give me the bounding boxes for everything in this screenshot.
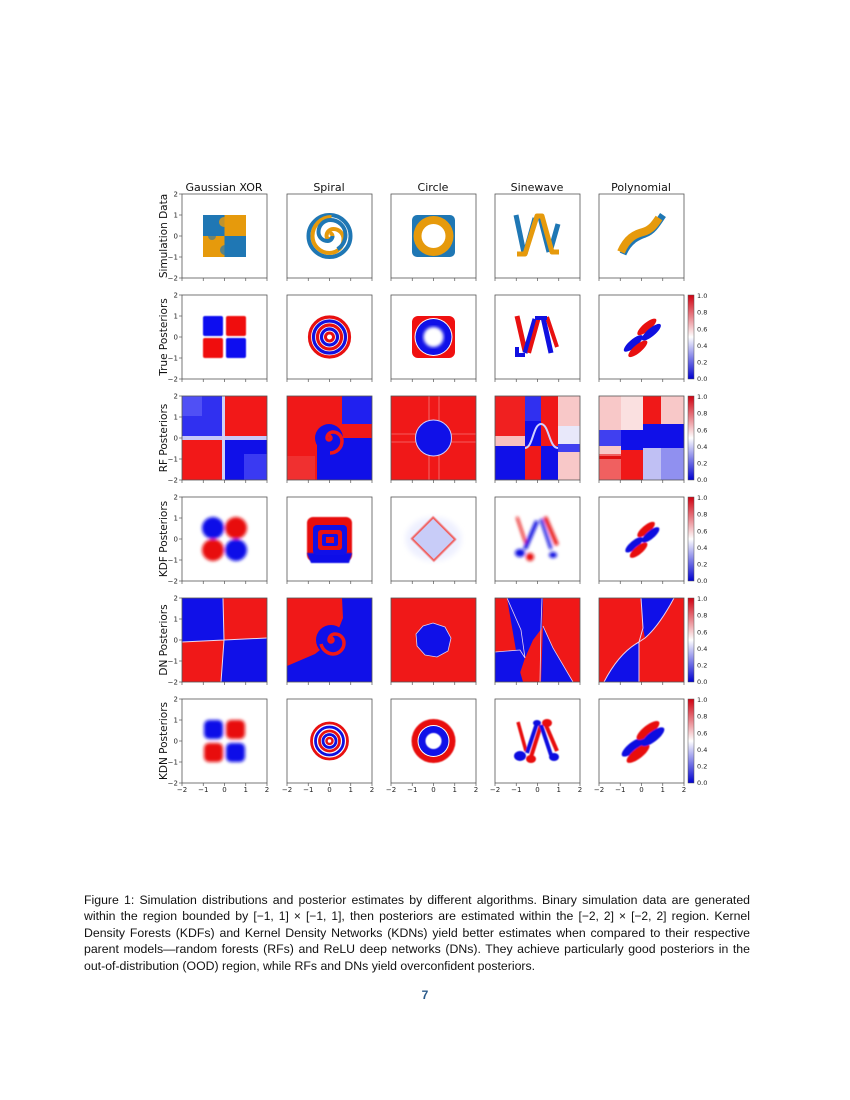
colorbar-dn — [688, 595, 707, 686]
svg-text:2: 2 — [577, 786, 583, 794]
svg-text:1: 1 — [452, 786, 457, 794]
x-tick-labels — [177, 786, 686, 794]
svg-text:0: 0 — [173, 333, 178, 342]
column-title-sinewave: Sinewave — [510, 181, 564, 194]
svg-text:0.2: 0.2 — [697, 459, 708, 468]
svg-text:−2: −2 — [167, 678, 178, 687]
panel-true-circle — [412, 316, 455, 358]
svg-text:0.2: 0.2 — [697, 661, 708, 670]
svg-text:−2: −2 — [489, 786, 501, 794]
panel-rf-polynomial — [599, 396, 684, 480]
svg-text:2: 2 — [173, 190, 178, 199]
svg-text:2: 2 — [173, 695, 178, 704]
panel-rf-circle — [391, 396, 476, 480]
row-label-kdf-posteriors: KDF Posteriors — [158, 500, 170, 578]
colorbar-kdn — [688, 696, 707, 787]
svg-text:0.6: 0.6 — [697, 527, 708, 536]
panel-rf-sinewave — [495, 396, 580, 480]
panel-kdf-polynomial — [621, 519, 665, 560]
svg-text:−2: −2 — [281, 786, 293, 794]
svg-text:0.2: 0.2 — [697, 560, 708, 569]
panel-rf-spiral — [287, 396, 372, 480]
svg-text:0.6: 0.6 — [697, 628, 708, 637]
svg-text:1: 1 — [173, 211, 178, 220]
svg-text:0: 0 — [327, 786, 332, 794]
svg-text:0.0: 0.0 — [697, 476, 708, 484]
svg-text:0.8: 0.8 — [697, 611, 708, 620]
svg-text:1.0: 1.0 — [697, 292, 708, 300]
row-label-simulation-data: Simulation Data — [158, 193, 170, 279]
row-label-rf-posteriors: RF Posteriors — [158, 403, 170, 473]
panel-kdf-sinewave — [515, 517, 557, 561]
svg-text:1.0: 1.0 — [697, 494, 708, 502]
column-title-circle: Circle — [417, 181, 449, 194]
panel-sim-polynomial — [621, 215, 663, 254]
svg-text:−2: −2 — [167, 779, 178, 788]
caption-math-1: [−1, 1] × [−1, 1] — [253, 909, 342, 924]
svg-text:−1: −1 — [167, 455, 178, 464]
svg-text:−2: −2 — [167, 274, 178, 283]
svg-text:0.4: 0.4 — [697, 746, 708, 754]
figure-caption — [84, 892, 750, 974]
panel-sim-sinewave — [516, 215, 559, 254]
svg-text:2: 2 — [173, 291, 178, 300]
svg-text:0.0: 0.0 — [697, 779, 708, 787]
panel-sim-circle — [412, 215, 455, 257]
svg-text:−2: −2 — [593, 786, 605, 794]
column-titles — [185, 181, 670, 194]
svg-text:2: 2 — [681, 786, 687, 794]
panel-sim-spiral — [309, 215, 351, 257]
svg-text:−2: −2 — [167, 375, 178, 384]
panel-true-spiral — [310, 317, 350, 357]
panel-rf-gaussian-xor — [182, 396, 267, 480]
svg-text:−1: −1 — [167, 556, 178, 565]
tick-marks — [179, 194, 684, 786]
svg-text:2: 2 — [369, 786, 375, 794]
row-label-true-posteriors: True Posteriors — [158, 298, 170, 376]
caption-math-2: [−2, 2] × [−2, 2] — [578, 909, 667, 924]
svg-text:0.8: 0.8 — [697, 712, 708, 721]
svg-text:1.0: 1.0 — [697, 595, 708, 603]
column-title-spiral: Spiral — [313, 181, 345, 194]
caption-text-3: region. Kernel Density Forests (KDFs) and Kernel Density Networks (KDNs) yield better estimates when compared to their respective parent models—random forests (RFs) and ReLU deep networks (DNs). They achieve particularly good posteriors in the out-of-distribution (OOD) region, while RFs and DNs yield overconfident posteriors. — [84, 909, 750, 973]
panel-kdn-sinewave — [514, 719, 559, 763]
svg-text:1: 1 — [173, 312, 178, 321]
svg-text:0: 0 — [173, 232, 178, 241]
svg-text:1: 1 — [243, 786, 248, 794]
panel-true-gaussian-xor — [203, 316, 246, 358]
svg-text:−1: −1 — [615, 786, 626, 794]
caption-text-1: Simulation distributions and posterior estimates by different algorithms. Binary simulation data are generated within the region bounded by — [84, 893, 750, 924]
svg-text:0.2: 0.2 — [697, 358, 708, 367]
y-tick-labels — [168, 191, 178, 788]
svg-text:0.8: 0.8 — [697, 510, 708, 519]
svg-text:0.4: 0.4 — [697, 443, 708, 451]
svg-text:−1: −1 — [303, 786, 314, 794]
svg-text:−2: −2 — [176, 786, 188, 794]
svg-text:−1: −1 — [198, 786, 209, 794]
svg-text:−2: −2 — [385, 786, 397, 794]
svg-text:1.0: 1.0 — [697, 696, 708, 704]
axes-frames — [182, 194, 684, 783]
svg-text:0: 0 — [173, 434, 178, 443]
svg-text:1.0: 1.0 — [697, 393, 708, 401]
colorbar-true — [688, 292, 707, 383]
svg-text:1: 1 — [660, 786, 665, 794]
row-label-kdn-posteriors: KDN Posteriors — [158, 701, 170, 781]
svg-text:0: 0 — [431, 786, 436, 794]
svg-text:2: 2 — [173, 392, 178, 401]
panel-kdf-gaussian-xor — [202, 517, 247, 561]
panel-true-polynomial — [619, 316, 666, 359]
svg-text:0.0: 0.0 — [697, 375, 708, 383]
page-number: 7 — [421, 988, 429, 1002]
svg-text:−1: −1 — [511, 786, 522, 794]
colorbars — [688, 292, 707, 787]
panel-dn-circle — [391, 598, 476, 682]
panel-sim-gaussian-xor — [203, 215, 246, 257]
svg-text:0: 0 — [535, 786, 540, 794]
svg-text:0: 0 — [173, 636, 178, 645]
svg-text:0.6: 0.6 — [697, 325, 708, 334]
svg-text:1: 1 — [173, 615, 178, 624]
svg-text:−1: −1 — [407, 786, 418, 794]
svg-text:0.4: 0.4 — [697, 342, 708, 350]
row-label-dn-posteriors: DN Posteriors — [158, 604, 170, 676]
svg-text:−1: −1 — [167, 657, 178, 666]
panel-kdn-polynomial — [617, 718, 670, 766]
svg-text:1: 1 — [173, 716, 178, 725]
svg-text:2: 2 — [173, 594, 178, 603]
column-title-gaussian-xor: Gaussian XOR — [185, 181, 263, 194]
svg-text:0.4: 0.4 — [697, 544, 708, 552]
panel-dn-polynomial — [599, 598, 684, 682]
panel-kdn-spiral — [312, 723, 348, 759]
svg-text:−1: −1 — [167, 253, 178, 262]
svg-text:0: 0 — [222, 786, 227, 794]
svg-text:0: 0 — [639, 786, 644, 794]
svg-text:1: 1 — [556, 786, 561, 794]
svg-text:0.6: 0.6 — [697, 729, 708, 738]
column-title-polynomial: Polynomial — [611, 181, 671, 194]
colorbar-kdf — [688, 494, 707, 585]
svg-text:2: 2 — [473, 786, 479, 794]
svg-text:0: 0 — [173, 737, 178, 746]
svg-text:1: 1 — [173, 514, 178, 523]
panel-dn-spiral — [287, 598, 372, 682]
panel-kdn-circle — [412, 719, 456, 763]
svg-text:0.0: 0.0 — [697, 577, 708, 585]
caption-label: Figure 1: — [84, 893, 135, 907]
panel-dn-sinewave — [495, 598, 580, 682]
panel-true-sinewave — [517, 316, 557, 355]
colorbar-rf — [688, 393, 707, 484]
svg-text:0.4: 0.4 — [697, 645, 708, 653]
panel-kdf-circle — [406, 516, 462, 562]
svg-text:0: 0 — [173, 535, 178, 544]
panel-kdn-gaussian-xor — [204, 720, 245, 762]
svg-text:−2: −2 — [167, 476, 178, 485]
svg-text:0.8: 0.8 — [697, 409, 708, 418]
svg-text:0.8: 0.8 — [697, 308, 708, 317]
svg-text:0.2: 0.2 — [697, 762, 708, 771]
panel-dn-gaussian-xor — [182, 598, 267, 682]
svg-text:−1: −1 — [167, 758, 178, 767]
svg-text:−2: −2 — [167, 577, 178, 586]
svg-text:2: 2 — [264, 786, 270, 794]
svg-text:0.0: 0.0 — [697, 678, 708, 686]
svg-text:1: 1 — [173, 413, 178, 422]
panel-kdf-spiral — [307, 517, 352, 563]
svg-text:2: 2 — [173, 493, 178, 502]
svg-text:1: 1 — [348, 786, 353, 794]
svg-text:0.6: 0.6 — [697, 426, 708, 435]
caption-text-2: , then posteriors are estimated within the — [341, 909, 579, 924]
svg-text:−1: −1 — [167, 354, 178, 363]
